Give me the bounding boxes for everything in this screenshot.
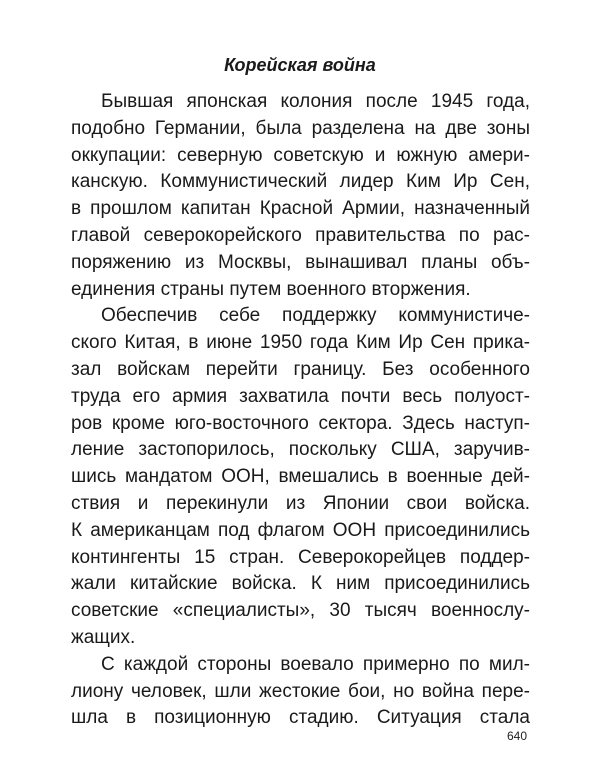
text-line: ского Китая, в июне 1950 года Ким Ир Сен прика- [71,332,530,354]
text-line: ствия и перекинули из Японии свои войска. [71,492,530,514]
text-line: поряжению из Москвы, вынашивал планы объ- [71,251,530,273]
text-line: советские «специалисты», 30 тысяч военнослу- [71,600,530,622]
text-line: ление застопорилось, поскольку США, заручив- [71,439,530,461]
text-line: жали китайские войска. К ним присоединились [71,573,530,595]
text-line: Обеспечив себе поддержку коммунистиче- [101,305,530,327]
text-line: лиону человек, шли жестокие бои, но война пере- [71,680,530,702]
text-line: шла в позиционную стадию. Ситуация стала [71,707,530,729]
text-line: К американцам под флагом ООН присоединились [71,519,530,541]
paragraph [71,89,530,303]
text-line: подобно Германии, была разделена на две зоны [71,117,530,139]
chapter-title: Корейская война [224,55,376,75]
text-line: в прошлом капитан Красной Армии, назначенный [71,198,530,220]
text-line: труда его армия захватила почти весь полуост- [71,385,530,407]
text-line: оккупации: северную советскую и южную амери- [71,144,530,166]
text-line: С каждой стороны воевало примерно по мил- [101,653,530,675]
text-line: главой северокорейского правительства по рас- [71,224,530,246]
text-line: единения страны путем военного вторжения. [71,278,471,300]
paragraph [71,652,530,732]
body-text [71,89,530,732]
text-line: ров кроме юго-восточного сектора. Здесь наступ- [71,412,530,434]
text-line: канскую. Коммунистический лидер Ким Ир Сен, [71,171,530,193]
text-line: жащих. [71,626,136,648]
text-line: шись мандатом ООН, вмешались в военные дей- [71,466,530,488]
paragraph [71,303,530,651]
text-line: зал войскам перейти границу. Без особенного [71,358,530,380]
text-line: контингенты 15 стран. Северокорейцев поддер- [71,546,530,568]
page-number: 640 [506,729,527,743]
text-line: Бывшая японская колония после 1945 года, [101,91,530,112]
